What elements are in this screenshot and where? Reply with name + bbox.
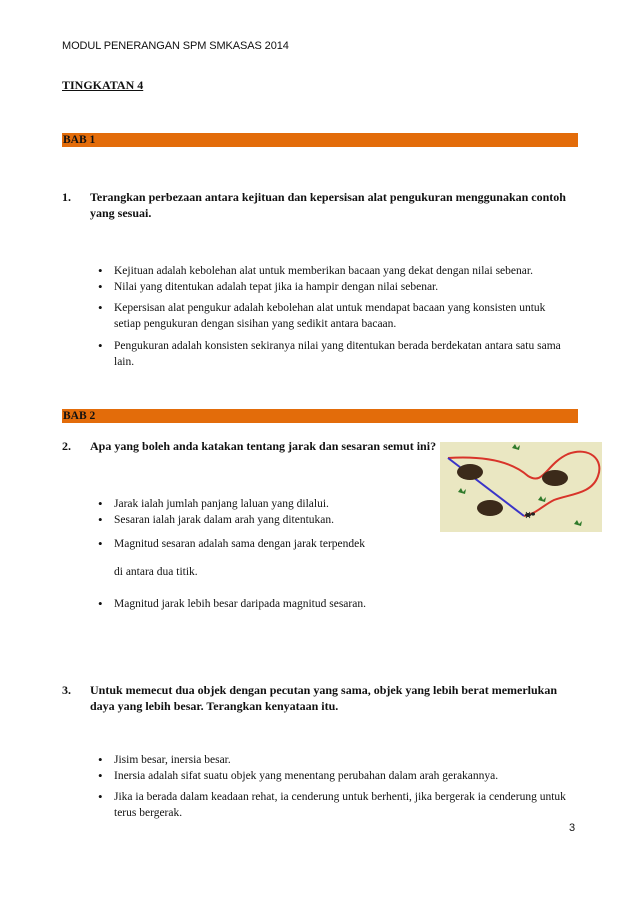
rock xyxy=(542,470,568,486)
section-title: TINGKATAN 4 xyxy=(62,78,144,92)
rock xyxy=(457,464,483,480)
answer-list xyxy=(98,496,428,528)
question-number: 1. xyxy=(62,190,71,204)
answer-list xyxy=(98,338,568,370)
list-continuation: di antara dua titik. xyxy=(114,566,198,578)
chapter-label: BAB 2 xyxy=(63,410,96,422)
list-item: • Jika ia berada dalam keadaan rehat, ia cenderung untuk berhenti, jika bergerak ia cenderung untuk terus bergerak. xyxy=(98,789,568,821)
answer-list xyxy=(98,536,428,552)
question-text: Terangkan perbezaan antara kejituan dan kepersisan alat pengukuran menggunakan contoh yang sesuai. xyxy=(90,190,566,220)
question-1 xyxy=(62,189,578,221)
question-3 xyxy=(62,682,578,714)
answer-list xyxy=(98,789,568,821)
question-text: Apa yang boleh anda katakan tentang jarak dan sesaran semut ini? xyxy=(90,439,437,453)
list-item: • Magnitud sesaran adalah sama dengan jarak terpendek xyxy=(98,536,428,552)
running-header: MODUL PENERANGAN SPM SMKASAS 2014 xyxy=(62,40,289,52)
answer-list xyxy=(98,596,518,612)
list-item: • Sesaran ialah jarak dalam arah yang ditentukan. xyxy=(98,512,428,528)
chapter-label: BAB 1 xyxy=(63,134,96,146)
rock xyxy=(477,500,503,516)
list-item: • Pengukuran adalah konsisten sekiranya nilai yang ditentukan berada berdekatan antara satu sama lain. xyxy=(98,338,568,370)
question-2 xyxy=(62,438,442,454)
answer-list xyxy=(98,300,568,332)
list-item: • Jarak ialah jumlah panjang laluan yang dilalui. xyxy=(98,496,428,512)
list-item: • Kejituan adalah kebolehan alat untuk memberikan bacaan yang dekat dengan nilai sebenar. xyxy=(98,263,568,279)
question-number: 3. xyxy=(62,683,71,697)
question-text: Untuk memecut dua objek dengan pecutan yang sama, objek yang lebih berat memerlukan daya yang lebih besar. Terangkan kenyataan itu. xyxy=(90,683,558,713)
page-number: 3 xyxy=(569,822,576,834)
chapter-bar-2 xyxy=(62,409,578,423)
list-item: • Kepersisan alat pengukur adalah kebolehan alat untuk mendapat bacaan yang konsisten untuk setiap pengukuran dengan sisihan yang sedikit antara bacaan. xyxy=(98,300,568,332)
answer-list xyxy=(98,263,568,295)
list-item: • Inersia adalah sifat suatu objek yang menentang perubahan dalam arah gerakannya. xyxy=(98,768,568,784)
list-item: • Nilai yang ditentukan adalah tepat jika ia hampir dengan nilai sebenar. xyxy=(98,279,568,295)
illustration-background xyxy=(440,442,602,532)
ant-path-illustration xyxy=(440,442,602,532)
list-item: • Jisim besar, inersia besar. xyxy=(98,752,568,768)
answer-list xyxy=(98,752,568,784)
list-item: • Magnitud jarak lebih besar daripada magnitud sesaran. xyxy=(98,596,518,612)
question-number: 2. xyxy=(62,439,71,453)
chapter-bar-1 xyxy=(62,133,578,147)
